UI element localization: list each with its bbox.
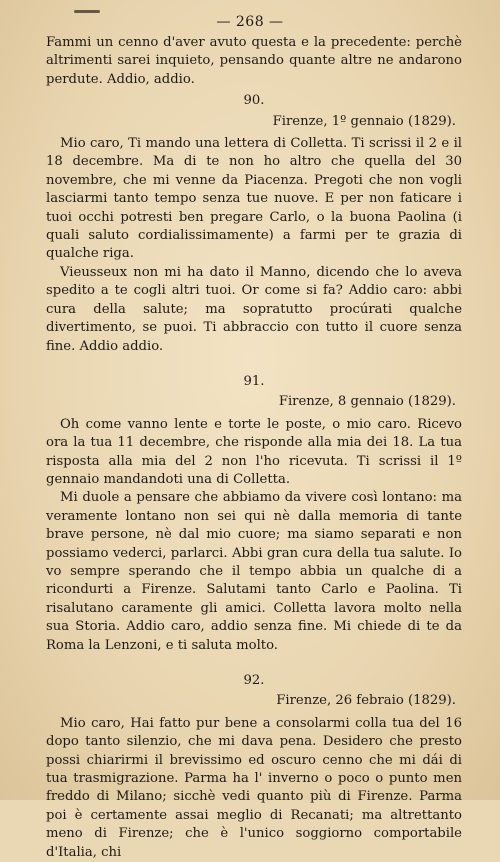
spacer [46, 655, 462, 669]
letter-paragraph: Mio caro, Hai fatto pur bene a consolarmi colla tua del 16 dopo tanto silenzio, che mi dava pena. Desidero che presto possi chiarirmi il brevissimo ed oscuro cenno che mi dái di tua trasmigrazione. Parma ha l' inverno o poco o punto men freddo di Milano; sicchè vedi quanto più di Firenze. Parma poi è certamente assai meglio di Recanati; ma altrettanto meno di Firenze; che è l'unico soggiorno comportabile d'Italia, chi [46, 715, 462, 860]
letter-paragraph: Mio caro, Ti mando una lettera di Colletta. Ti scrissi il 2 e il 18 decembre. Ma di te non ho altro che quella del 30 novembre, che mi venne da Piacenza. Pregoti che non vogli lasciarmi tanto tempo senza tue nuove. E per non faticare i tuoi occhi potresti ben pregare Carlo, o la buona Paolina (i quali saluto cordialissimamente) a farmi per te grazia di qualche riga. [46, 136, 462, 262]
letter [46, 92, 462, 356]
letter-place-date: Firenze, 8 gennaio (1829). [278, 394, 456, 410]
page-number: — 268 — [216, 14, 284, 30]
page-body [46, 34, 462, 862]
letter [46, 672, 462, 862]
letter-place-date: Firenze, 26 febraio (1829). [276, 693, 456, 709]
letter [46, 373, 462, 655]
letter-number: 90. [243, 93, 265, 109]
spacer [46, 356, 462, 370]
letter-paragraph: Vieusseux non mi ha dato il Manno, dicendo che lo aveva spedito a te cogli altri tuoi. Or come si fa? Addio caro: abbi cura della salute; ma sopratutto procúrati qualche divertimento, se puoi. Ti abbraccio con tutto il cuore senza fine. Addio addio. [46, 264, 462, 354]
ink-mark [74, 10, 100, 13]
letter-number: 92. [243, 673, 265, 688]
letter-number: 91. [243, 373, 265, 389]
intro-paragraph: Fammi un cenno d'aver avuto questa e la precedente: perchè altrimenti sarei inquieto, pensando quante altre ne andarono perdute. Addio, addio. [46, 35, 462, 87]
letter-paragraph: Oh come vanno lente e torte le poste, o mio caro. Ricevo ora la tua 11 decembre, che risponde alla mia dei 18. La tua risposta alla mia del 2 non l'ho ricevuta. Ti scrissi il 1º gennaio mandandoti una di Colletta. [46, 416, 462, 487]
letter-paragraph: Mi duole a pensare che abbiamo da vivere così lontano: ma veramente lontano non sei qui nè dalla memoria di tante brave persone, nè dal mio cuore; ma siamo separati e non possiamo vederci, parlarci. Abbi gran cura della tua salute. Io vo sempre sperando che il tempo abbia un qualche di a ricondurti a Firenze. Salutami tanto Carlo e Paolina. Ti risalutano caramente gli amici. Colletta lavora molto nella sua Storia. Addio caro, addio senza fine. Mi chiede di te da Roma la Lenzoni, e ti saluta molto. [46, 490, 462, 653]
letter-place-date: Firenze, 1º gennaio (1829). [272, 113, 456, 129]
